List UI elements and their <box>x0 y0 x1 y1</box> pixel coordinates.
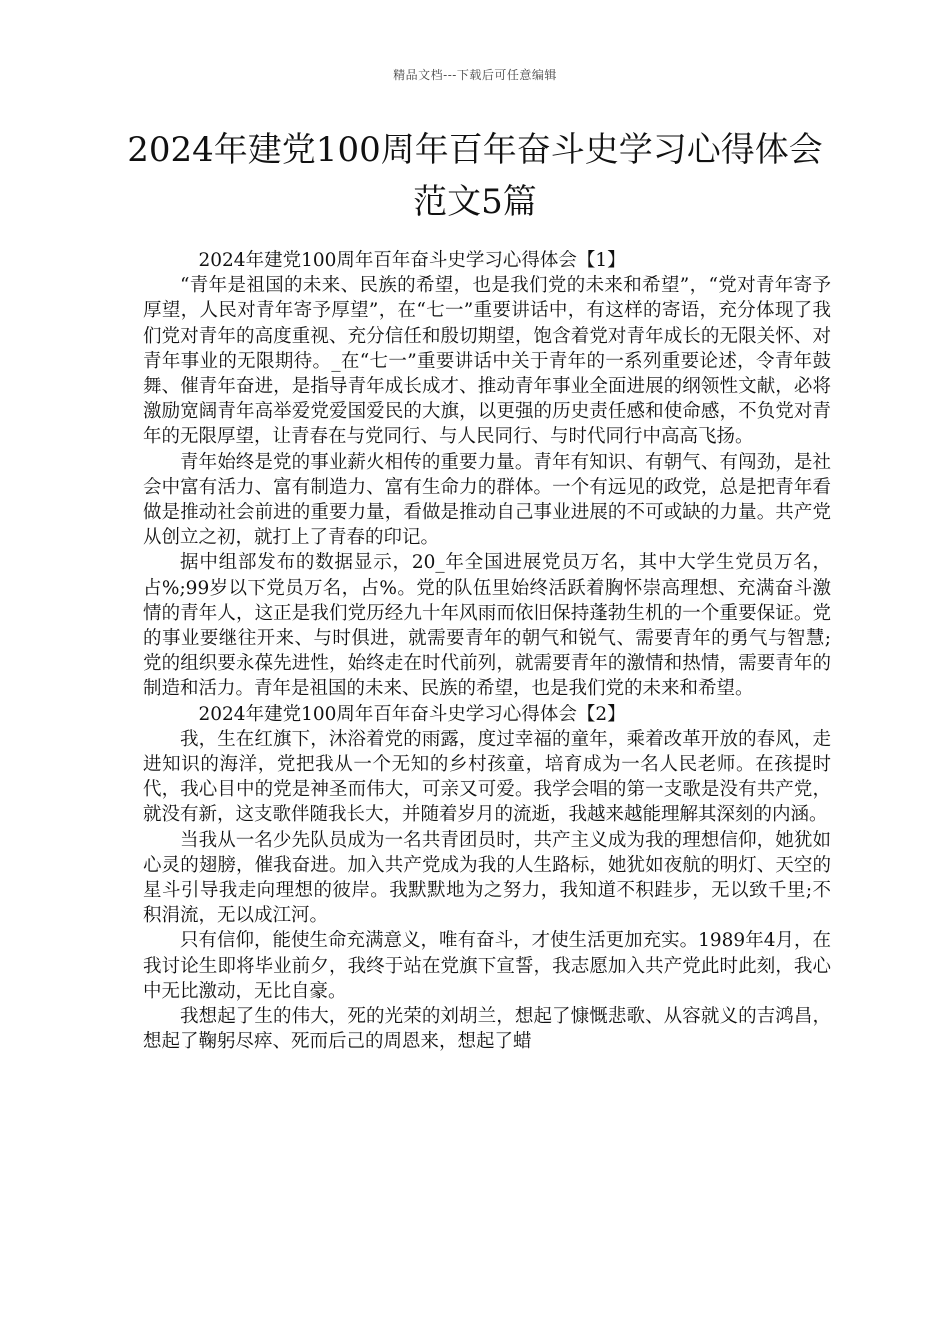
body-paragraph: 当我从一名少先队员成为一名共青团员时，共产主义成为我的理想信仰，她犹如心灵的翅膀，催我奋进。加入共产党成为我的人生路标，她犹如夜航的明灯、天空的星斗引导我走向理想的彼岸。我默默地为之努力，我知道不积跬步，无以致千里;不积涓流，无以成江河。 <box>143 829 831 927</box>
body-paragraph: 我，生在红旗下，沐浴着党的雨露，度过幸福的童年，乘着改革开放的春风，走进知识的海洋，党把我从一个无知的乡村孩童，培育成为一名人民老师。在孩提时代，我心目中的党是神圣而伟大，可亲又可爱。我学会唱的第一支歌是没有共产党，就没有新，这支歌伴随我长大，并随着岁月的流逝，我越来越能理解其深刻的内涵。 <box>143 728 831 826</box>
body-paragraph: 只有信仰，能使生命充满意义，唯有奋斗，才使生活更加充实。1989年4月，在我讨论生即将毕业前夕，我终于站在党旗下宣誓，我志愿加入共产党此时此刻，我心中无比激动，无比自豪。 <box>143 930 831 1002</box>
section-heading: 2024年建党100周年百年奋斗史学习心得体会【1】 <box>198 250 626 271</box>
body-paragraph: “青年是祖国的未来、民族的希望，也是我们党的未来和希望”，“党对青年寄予厚望，人民对青年寄予厚望”，在“七一”重要讲话中，有这样的寄语，充分体现了我们党对青年的高度重视、充分信任和殷切期望，饱含着党对青年成长的无限关怀、对青年事业的无限期待。_在“七一”重要讲话中关于青年的一系列重要论述，令青年鼓舞、催青年奋进，是指导青年成长成才、推动青年事业全面进展的纲领性文献，必将激励宽阔青年高举爱党爱国爱民的大旗，以更强的历史责任感和使命感，不负党对青年的无限厚望，让青春在与党同行、与人民同行、与时代同行中高高飞扬。 <box>143 275 831 448</box>
document-body <box>143 248 831 1055</box>
body-paragraph: 据中组部发布的数据显示，20_年全国进展党员万名，其中大学生党员万名，占%;99岁以下党员万名，占%。党的队伍里始终活跃着胸怀崇高理想、充满奋斗激情的青年人，这正是我们党历经九十年风雨而依旧保持蓬勃生机的一个重要保证。党的事业要继往开来、与时俱进，就需要青年的朝气和锐气、需要青年的勇气与智慧;党的组织要永葆先进性，始终走在时代前列，就需要青年的激情和热情，需要青年的制造和活力。青年是祖国的未来、民族的希望，也是我们党的未来和希望。 <box>143 552 831 700</box>
body-paragraph: 我想起了生的伟大，死的光荣的刘胡兰，想起了慷慨悲歌、从容就义的吉鸿昌，想起了鞠躬尽瘁、死而后己的周恩来，想起了蜡 <box>143 1006 831 1053</box>
header-note: 精品文档---下载后可任意编辑 <box>393 68 557 82</box>
document-title: 2024年建党100周年百年奋斗史学习心得体会范文5篇 <box>127 130 823 222</box>
body-paragraph: 青年始终是党的事业薪火相传的重要力量。青年有知识、有朝气、有闯劲，是社会中富有活力、富有制造力、富有生命力的群体。一个有远见的政党，总是把青年看做是推动社会前进的重要力量，看做是推动自己事业进展的不可或缺的力量。共产党从创立之初，就打上了青春的印记。 <box>143 451 831 549</box>
section-heading: 2024年建党100周年百年奋斗史学习心得体会【2】 <box>198 703 626 725</box>
